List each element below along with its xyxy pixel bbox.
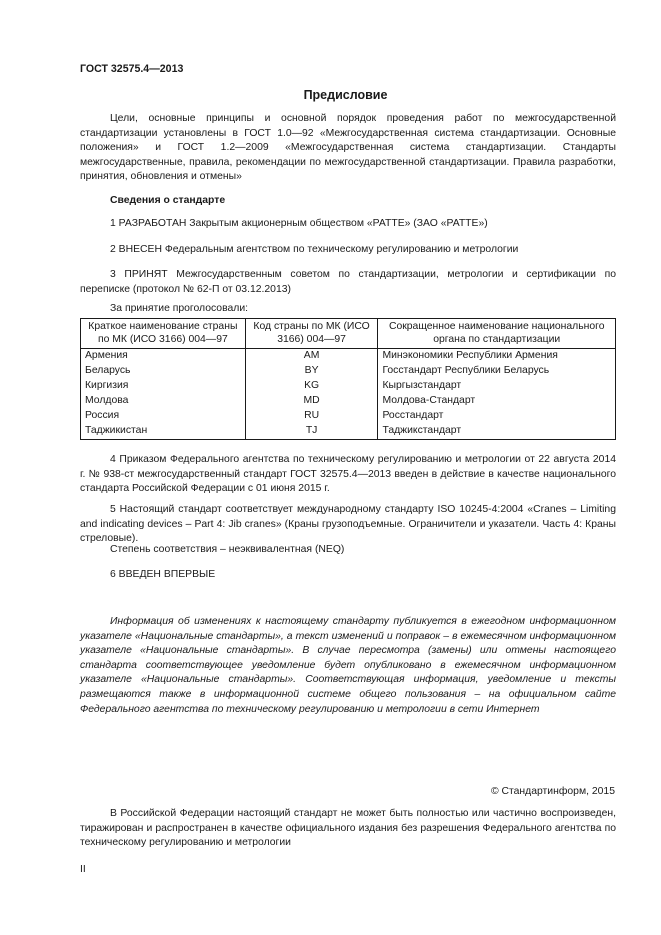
item-developed: 1 РАЗРАБОТАН Закрытым акционерным обществом «РАТТЕ» (ЗАО «РАТТЕ») (110, 218, 488, 229)
table-header-row (81, 319, 616, 349)
body-cell: Минэкономики Республики Армения (378, 348, 616, 364)
item-enacted: 4 Приказом Федерального агентства по техническому регулированию и метрологии от 22 августа 2014 г. № 938-ст межгосударственный стандарт ГОСТ 32575.4—2013 введен в действие в качестве национального стандарта Российской Федерации с 01 июня 2015 г. (80, 454, 616, 495)
country-cell: Киргизия (81, 379, 246, 394)
column-header-body: Сокращенное наименование национального органа по стандартизации (378, 319, 616, 349)
item-first-introduced: 6 ВВЕДЕН ВПЕРВЫЕ (110, 569, 216, 580)
code-cell: RU (245, 409, 378, 424)
code-cell: BY (245, 364, 378, 379)
column-header-country: Краткое наименование страны по МК (ИСО 3166) 004—97 (81, 319, 246, 349)
legal-notice: В Российской Федерации настоящий стандарт не может быть полностью или частично воспроизведен, тиражирован и распространен в качестве официального издания без разрешения Федерального агентства по техническому регулированию и метрологии (80, 808, 616, 849)
table-row (81, 379, 616, 394)
copyright-line: © Стандартинформ, 2015 (490, 786, 615, 797)
country-cell: Молдова (81, 394, 246, 409)
body-cell: Молдова-Стандарт (378, 394, 616, 409)
table-row (81, 364, 616, 379)
country-cell: Россия (81, 409, 246, 424)
item-iso-correspondence: 5 Настоящий стандарт соответствует международному стандарту ISO 10245-4:2004 «Cranes – Limiting and indicating devices – Part 4: Jib cranes» (Краны грузоподъемные. Ограничители и указатели. Часть 4: Краны стреловые). (80, 504, 616, 545)
body-cell: Таджикстандарт (378, 424, 616, 440)
body-cell: Госстандарт Республики Беларусь (378, 364, 616, 379)
voted-label: За принятие проголосовали: (110, 303, 249, 314)
country-cell: Беларусь (81, 364, 246, 379)
table-row (81, 409, 616, 424)
standard-info-heading: Сведения о стандарте (110, 195, 226, 206)
page-title: Предисловие (303, 88, 388, 102)
item-adopted: 3 ПРИНЯТ Межгосударственным советом по стандартизации, метрологии и сертификации по переписке (протокол № 62-П от 03.12.2013) (80, 269, 616, 295)
column-header-code: Код страны по МК (ИСО 3166) 004—97 (245, 319, 378, 349)
code-cell: KG (245, 379, 378, 394)
code-cell: AM (245, 348, 378, 364)
item-submitted: 2 ВНЕСЕН Федеральным агентством по техническому регулированию и метрологии (110, 244, 519, 255)
code-cell: MD (245, 394, 378, 409)
table-row (81, 348, 616, 364)
body-cell: Росстандарт (378, 409, 616, 424)
country-cell: Таджикистан (81, 424, 246, 440)
intro-paragraph: Цели, основные принципы и основной порядок проведения работ по межгосударственной стандартизации установлены в ГОСТ 1.0—92 «Межгосударственная система стандартизации. Основные положения» и ГОСТ 1.2—2009 «Межгосударственная система стандартизации. Стандарты межгосударственные, правила, рекомендации по межгосударственной стандартизации. Правила разработки, принятия, обновления и отмены» (80, 113, 616, 183)
equivalence-degree: Степень соответствия – неэквивалентная (NEQ) (110, 544, 345, 555)
document-code-header: ГОСТ 32575.4—2013 (80, 63, 184, 75)
voting-countries-table (80, 318, 616, 440)
table-row (81, 424, 616, 440)
table-row (81, 394, 616, 409)
page-number: II (80, 864, 86, 875)
country-cell: Армения (81, 348, 246, 364)
body-cell: Кыргызстандарт (378, 379, 616, 394)
code-cell: TJ (245, 424, 378, 440)
changes-notice: Информация об изменениях к настоящему стандарту публикуется в ежегодном информационном указателе «Национальные стандарты», а текст изменений и поправок – в ежемесячном информационном указателе «Национальные стандарты». В случае пересмотра (замены) или отмены настоящего стандарта соответствующее уведомление будет опубликовано в ежемесячном информационном указателе «Национальные стандарты». Соответствующая информация, уведомление и тексты размещаются также в информационной системе общего пользования – на официальном сайте Федерального агентства по техническому регулированию и метрологии в сети Интернет (80, 616, 616, 715)
